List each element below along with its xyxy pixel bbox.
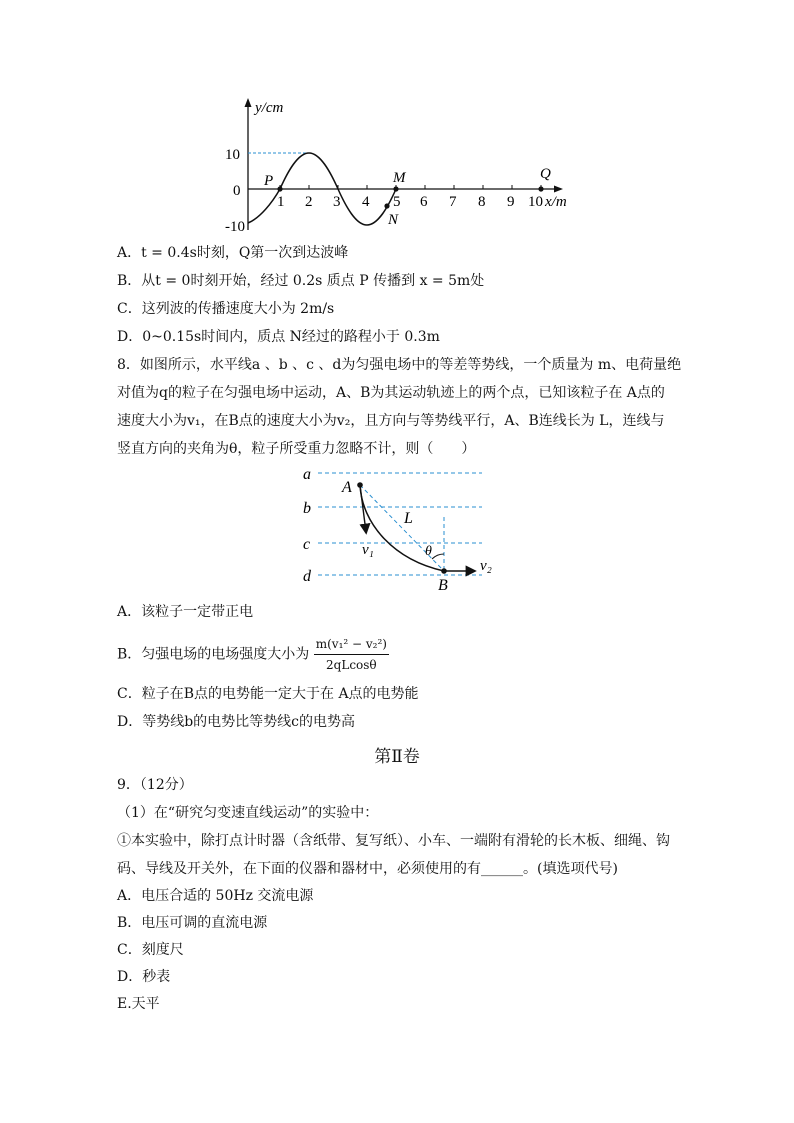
v1-label: v₁	[362, 542, 374, 558]
field-diagram	[298, 462, 508, 597]
x-tick-2: 2	[305, 194, 313, 210]
section-heading: 第Ⅱ卷	[374, 747, 420, 767]
point-q-label: Q	[540, 166, 551, 182]
point-q-dot	[538, 186, 543, 191]
fraction-numerator: m(v₁² − v₂²)	[314, 634, 389, 655]
q8-stem-line-2: 对值为q的粒子在匀强电场中运动，A、B为其运动轨迹上的两个点，已知该粒子在 A点的	[117, 385, 665, 401]
q8-option-c: C．粒子在B点的电势能一定大于在 A点的电势能	[117, 686, 419, 702]
line-a-label: a	[303, 466, 311, 483]
point-p-dot	[277, 186, 282, 191]
x-tick-3: 3	[333, 194, 341, 210]
q7-option-d: D．0~0.15s时间内，质点 N经过的路程小于 0.3m	[117, 329, 440, 345]
q7-option-b: B．从t = 0时刻开始，经过 0.2s 质点 P 传播到 x = 5m处	[117, 273, 485, 289]
line-c-label: c	[303, 536, 311, 553]
theta-label: θ	[425, 544, 432, 559]
x-tick-10: 10	[528, 194, 543, 210]
point-n-label: N	[388, 212, 399, 228]
x-tick-5: 5	[393, 194, 401, 210]
q8-option-b-prefix: B．匀强电场的电场强度大小为	[117, 646, 310, 663]
x-tick-7: 7	[449, 194, 457, 210]
q9-option-d: D．秒表	[117, 969, 171, 985]
line-b-label: b	[303, 500, 311, 517]
q9-option-c: C．刻度尺	[117, 942, 184, 958]
point-a-label: A	[342, 479, 352, 496]
point-n-dot	[384, 203, 389, 208]
q9-stem-line-2: 码、导线及开关外，在下面的仪器和器材中，必须使用的有______。(填选项代号)	[117, 861, 618, 877]
q8-stem-line-1: 8．如图所示，水平线a 、b 、c 、d为匀强电场中的等差等势线，一个质量为 m、电荷量绝	[117, 357, 682, 373]
y-tick-neg10: -10	[225, 219, 245, 235]
q9-option-e: E.天平	[117, 996, 160, 1012]
y-axis-arrow	[245, 98, 252, 107]
x-axis-arrow	[554, 186, 563, 193]
x-tick-4: 4	[362, 194, 370, 210]
point-b-label: B	[438, 577, 448, 594]
x-tick-9: 9	[507, 194, 515, 210]
q8-stem-line-4: 竖直方向的夹角为θ，粒子所受重力忽略不计，则（ ）	[117, 441, 476, 457]
q8-stem-line-3: 速度大小为v₁，在B点的速度大小为v₂，且方向与等势线平行，A、B连线长为 L，连线与	[117, 413, 665, 429]
q9-option-b: B．电压可调的直流电源	[117, 915, 268, 931]
q8-option-a: A．该粒子一定带正电	[117, 604, 254, 620]
q9-option-a: A．电压合适的 50Hz 交流电源	[117, 888, 314, 904]
v2-label: v₂	[480, 558, 492, 574]
y-tick-0: 0	[233, 183, 241, 199]
q9-sub1: （1）在“研究匀变速直线运动”的实验中：	[117, 805, 379, 821]
q9-stem-line-1: ①本实验中，除打点计时器（含纸带、复写纸）、小车、一端附有滑轮的长木板、细绳、钩	[117, 833, 670, 849]
field-strength-fraction	[314, 634, 389, 675]
q9-title: 9．（12分）	[117, 777, 193, 793]
x-tick-6: 6	[420, 194, 428, 210]
point-p-label: P	[264, 173, 274, 189]
length-l-label: L	[404, 510, 413, 527]
y-axis-label: y/cm	[255, 100, 284, 116]
x-axis-label: x/m	[545, 194, 567, 210]
fraction-denominator: 2qLcosθ	[326, 658, 377, 672]
q8-option-b	[117, 634, 389, 675]
q7-option-a: A．t = 0.4s时刻，Q第一次到达波峰	[117, 245, 349, 261]
point-a-dot	[357, 482, 363, 488]
x-tick-8: 8	[478, 194, 486, 210]
point-b-dot	[441, 568, 447, 574]
q8-option-d: D．等势线b的电势比等势线c的电势高	[117, 714, 356, 730]
point-m-dot	[393, 186, 398, 191]
q7-option-c: C．这列波的传播速度大小为 2m/s	[117, 301, 335, 317]
line-d-label: d	[303, 568, 311, 585]
x-tick-1: 1	[277, 194, 285, 210]
wave-graph	[225, 95, 585, 235]
point-m-label: M	[393, 170, 406, 186]
theta-arc	[432, 554, 444, 559]
y-tick-10: 10	[225, 147, 240, 163]
